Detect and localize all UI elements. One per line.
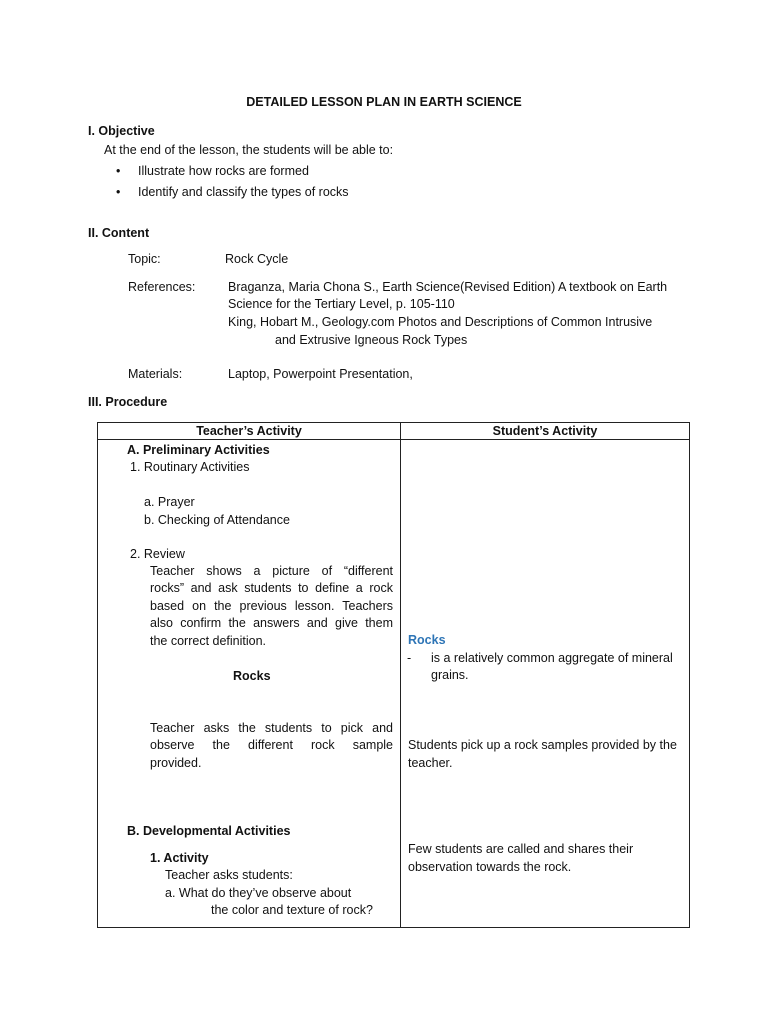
developmental-activities-heading: B. Developmental Activities: [127, 824, 291, 838]
student-activity-cell: [401, 440, 690, 928]
student-pick-text: Students pick up a rock samples provided by the: [408, 738, 677, 752]
review-text-line: based on the previous lesson. Teachers: [150, 599, 393, 613]
procedure-heading: III. Procedure: [88, 395, 168, 409]
procedure-table: [97, 422, 690, 928]
materials-value: Laptop, Powerpoint Presentation,: [228, 367, 413, 381]
student-activity-header: Student’s Activity: [401, 423, 690, 440]
review-text-line: Teacher shows a picture of “different: [150, 564, 393, 578]
review-label: 2. Review: [130, 547, 185, 561]
rocks-term: Rocks: [408, 633, 446, 647]
review-text-line: rocks” and ask students to define a rock: [150, 581, 393, 595]
pick-text-line: Teacher asks the students to pick and: [150, 721, 393, 735]
review-text-line: also confirm the answers and give them: [150, 616, 393, 630]
objective-bullet: • Identify and classify the types of rocks: [138, 185, 349, 199]
topic-label: Topic:: [128, 252, 161, 266]
table-row: [98, 440, 690, 928]
objective-heading: I. Objective: [88, 124, 155, 138]
content-heading: II. Content: [88, 226, 150, 240]
review-text-line: the correct definition.: [150, 634, 267, 648]
topic-value: Rock Cycle: [225, 252, 289, 266]
references-label: References:: [128, 280, 196, 294]
table-header-row: [98, 423, 690, 440]
student-observation-text: Few students are called and shares their: [408, 842, 634, 856]
rock-definition: grains.: [431, 668, 469, 682]
materials-label: Materials:: [128, 367, 183, 381]
pick-text-line: provided.: [150, 756, 202, 770]
pick-text-line: observe the different rock sample: [150, 738, 393, 752]
attendance-item: b. Checking of Attendance: [144, 513, 290, 527]
objective-bullet: • Illustrate how rocks are formed: [138, 164, 309, 178]
page-title: DETAILED LESSON PLAN IN EARTH SCIENCE: [246, 95, 522, 109]
reference-line: Science for the Tertiary Level, p. 105-110: [228, 297, 455, 311]
teacher-asks: Teacher asks students:: [165, 868, 293, 882]
routinary-activities: 1. Routinary Activities: [130, 460, 250, 474]
prayer-item: a. Prayer: [144, 495, 195, 509]
question-a-continued: the color and texture of rock?: [211, 903, 373, 917]
preliminary-activities-heading: A. Preliminary Activities: [127, 443, 270, 457]
student-pick-text: teacher.: [408, 756, 453, 770]
rocks-label: Rocks: [233, 669, 271, 683]
question-a: a. What do they’ve observe about: [165, 886, 352, 900]
activity-label: 1. Activity: [150, 851, 209, 865]
reference-line: and Extrusive Igneous Rock Types: [275, 333, 468, 347]
teacher-activity-cell: [98, 440, 401, 928]
definition-dash: -: [407, 651, 412, 665]
objective-intro: At the end of the lesson, the students will be able to:: [104, 143, 394, 157]
reference-line: Braganza, Maria Chona S., Earth Science(Revised Edition) A textbook on Earth: [228, 280, 668, 294]
rock-definition: is a relatively common aggregate of mineral: [431, 651, 673, 665]
teacher-activity-header: Teacher’s Activity: [98, 423, 401, 440]
reference-line: King, Hobart M., Geology.com Photos and Descriptions of Common Intrusive: [228, 315, 653, 329]
student-observation-text: observation towards the rock.: [408, 860, 572, 874]
